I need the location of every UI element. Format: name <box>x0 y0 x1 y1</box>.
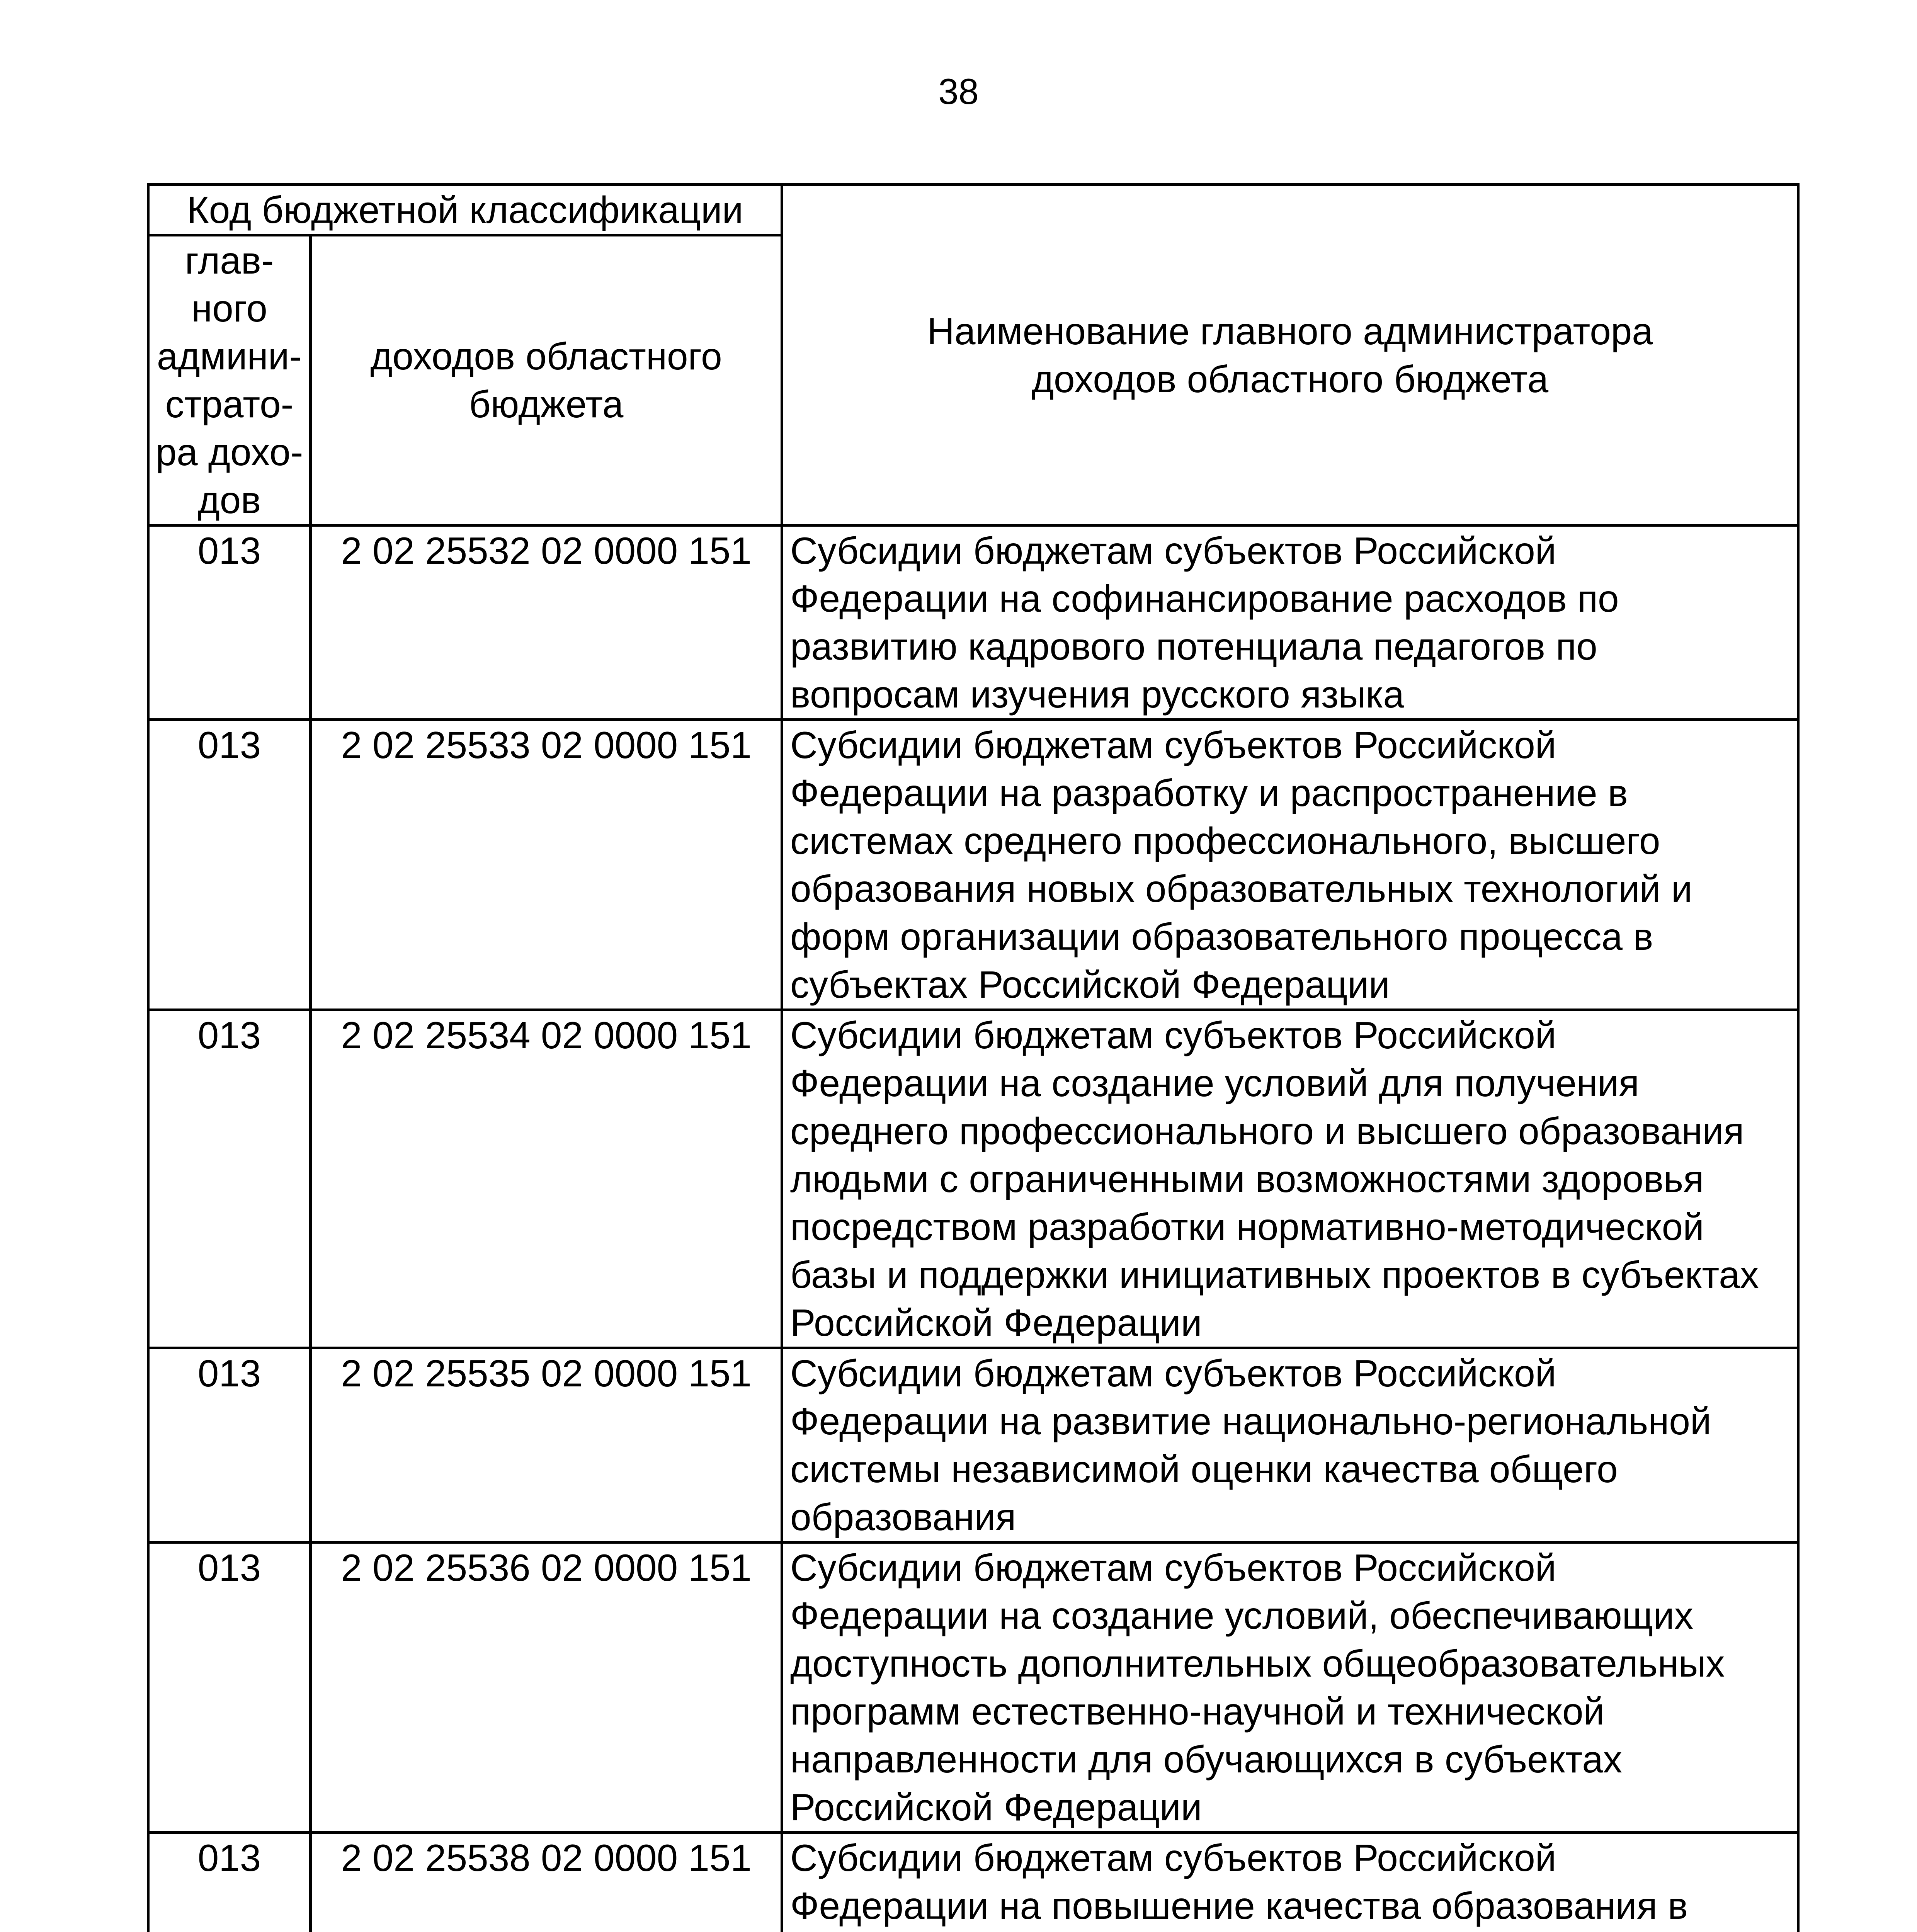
income-name-text: Субсидии бюджетам субъектов Российской Федерации на повышение качества образования в <box>790 1837 1688 1927</box>
income-name-text: Субсидии бюджетам субъектов Российской Федерации на создание условий для получения среднего профессионального и высшего образования людьми с ограниченными возможностями здоровья посредством разработки нормативно-методической базы и поддержки инициативных проектов в субъектах Российской Федерации <box>790 1014 1759 1344</box>
admin-code-cell: 013 <box>148 720 311 1010</box>
table-row <box>148 526 1798 720</box>
income-name-cell <box>782 720 1798 1010</box>
admin-code-cell: 013 <box>148 1543 311 1833</box>
income-code-cell: 2 02 25532 02 0000 151 <box>311 526 782 720</box>
header-budget-classification-code: Код бюджетной классификации <box>148 185 782 235</box>
table-row <box>148 720 1798 1010</box>
page-number: 38 <box>938 71 979 112</box>
header-regional-budget-income <box>311 235 782 526</box>
header-administrator-name <box>782 185 1798 526</box>
income-name-cell <box>782 1010 1798 1348</box>
header-regional-budget-income-text: доходов областного бюджета <box>370 335 722 425</box>
table-row <box>148 1348 1798 1543</box>
income-name-cell <box>782 1833 1798 1932</box>
header-main-administrator <box>148 235 311 526</box>
income-name-cell <box>782 1543 1798 1833</box>
table-row <box>148 1833 1798 1932</box>
budget-classification-table <box>147 183 1800 1932</box>
income-code-cell: 2 02 25533 02 0000 151 <box>311 720 782 1010</box>
table-row <box>148 1010 1798 1348</box>
header-administrator-name-text: Наименование главного администратора доходов областного бюджета <box>927 310 1653 400</box>
admin-code-cell: 013 <box>148 1010 311 1348</box>
income-code-cell: 2 02 25534 02 0000 151 <box>311 1010 782 1348</box>
income-name-text: Субсидии бюджетам субъектов Российской Федерации на разработку и распространение в системах среднего профессионального, высшего образования новых образовательных технологий и форм организации образовательного процесса в субъектах Российской Федерации <box>790 724 1692 1006</box>
header-main-administrator-text: глав- ного админи- страто- ра дохо- дов <box>155 239 303 521</box>
income-name-text: Субсидии бюджетам субъектов Российской Федерации на софинансирование расходов по развитию кадрового потенциала педагогов по вопросам изучения русского языка <box>790 529 1619 716</box>
income-name-text: Субсидии бюджетам субъектов Российской Федерации на развитие национально-региональной системы независимой оценки качества общего образования <box>790 1352 1711 1538</box>
header-row-group <box>148 185 1798 235</box>
income-name-cell <box>782 1348 1798 1543</box>
income-code-cell: 2 02 25538 02 0000 151 <box>311 1833 782 1932</box>
table-row <box>148 1543 1798 1833</box>
admin-code-cell: 013 <box>148 526 311 720</box>
income-code-cell: 2 02 25536 02 0000 151 <box>311 1543 782 1833</box>
admin-code-cell: 013 <box>148 1348 311 1543</box>
income-name-text: Субсидии бюджетам субъектов Российской Федерации на создание условий, обеспечивающих доступность дополнительных общеобразовательных программ естественно-научной и технической направленности для обучающихся в субъектах Российской Федерации <box>790 1546 1725 1828</box>
income-name-cell <box>782 526 1798 720</box>
admin-code-cell: 013 <box>148 1833 311 1932</box>
income-code-cell: 2 02 25535 02 0000 151 <box>311 1348 782 1543</box>
